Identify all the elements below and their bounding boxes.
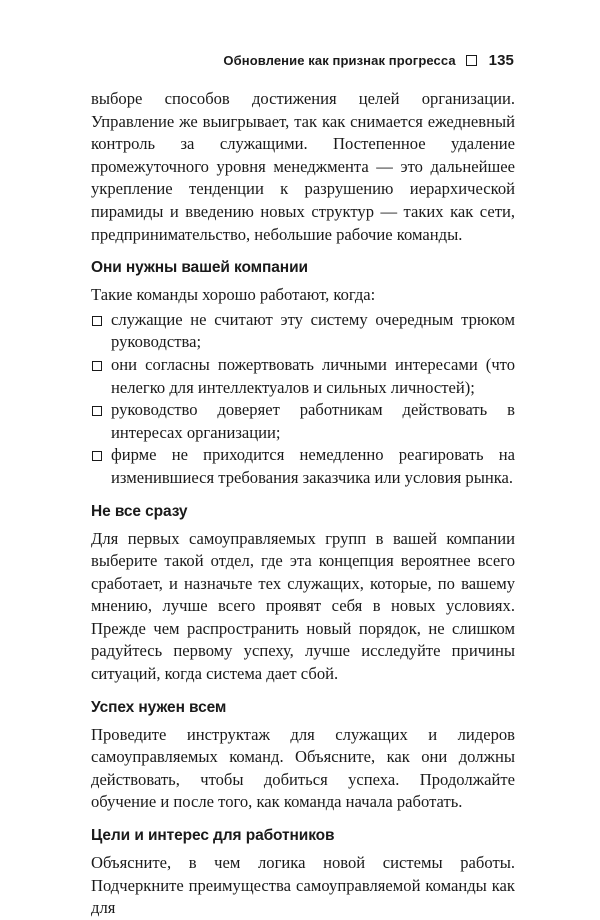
section-paragraph: Проведите инструктаж для служащих и лидеров самоуправляемых команд. Объясните, как они должны действовать, чтобы добиться успеха. Продолжайте обучение и после того, как команда начала работать. [91,724,515,812]
list-item-text: фирме не приходится немедленно реагировать на изменившиеся требования заказчика или условия рынка. [111,445,515,487]
page-body [91,88,515,920]
list-item-text: они согласны пожертвовать личными интересами (что нелегко для интеллектуалов и сильных личностей); [111,354,515,397]
section-paragraph: Для первых самоуправляемых групп в вашей компании выберите такой отдел, где эта концепция вероятнее всего сработает, и назначьте тех служащих, которые, по вашему мнению, лучше всего проявят себя в новых условиях. Прежде чем распространить новый порядок, не слишком радуйтесь первому успеху, лучше исследуйте причины ситуаций, когда система дает сбой. [91,528,515,684]
list-item-text: служащие не считают эту систему очередным трюком руководства; [111,309,515,352]
list-item-text: руководство доверяет работникам действовать в интересах организации; [111,400,515,442]
checkbox-square-icon [92,406,102,416]
section-paragraph: Объясните, в чем логика новой системы работы. Подчеркните преимущества самоуправляемой команды как для [91,853,515,918]
section-heading-not-all-at-once: Не все сразу [91,502,188,520]
section-paragraph: Такие команды хорошо работают, когда: [91,285,376,305]
section-heading-goals-and-interest: Цели и интерес для работников [91,827,335,845]
checkbox-square-icon [92,316,102,326]
bullet-list [91,309,515,490]
chapter-title: Обновление как признак прогресса [223,53,456,68]
square-bullet-icon [466,55,477,66]
list-item [91,354,515,399]
list-item [91,444,515,489]
running-header [223,52,514,69]
section-heading-success-for-all: Успех нужен всем [91,698,227,716]
section-heading-company-need: Они нужны вашей компании [91,259,308,277]
checkbox-square-icon [92,361,102,371]
list-item [91,309,515,354]
intro-paragraph: выборе способов достижения целей организации. Управление же выигрывает, так как снимается ежедневный контроль за служащими. Постепенное удаление промежуточного уровня менеджмента — это дальнейшее укрепление тенденции к разрушению иерархической пирамиды и введению новых структур — таких как сети, предпринимательство, небольшие рабочие команды. [91,89,515,244]
list-item [91,399,515,444]
checkbox-square-icon [92,451,102,461]
page-number: 135 [488,52,514,69]
